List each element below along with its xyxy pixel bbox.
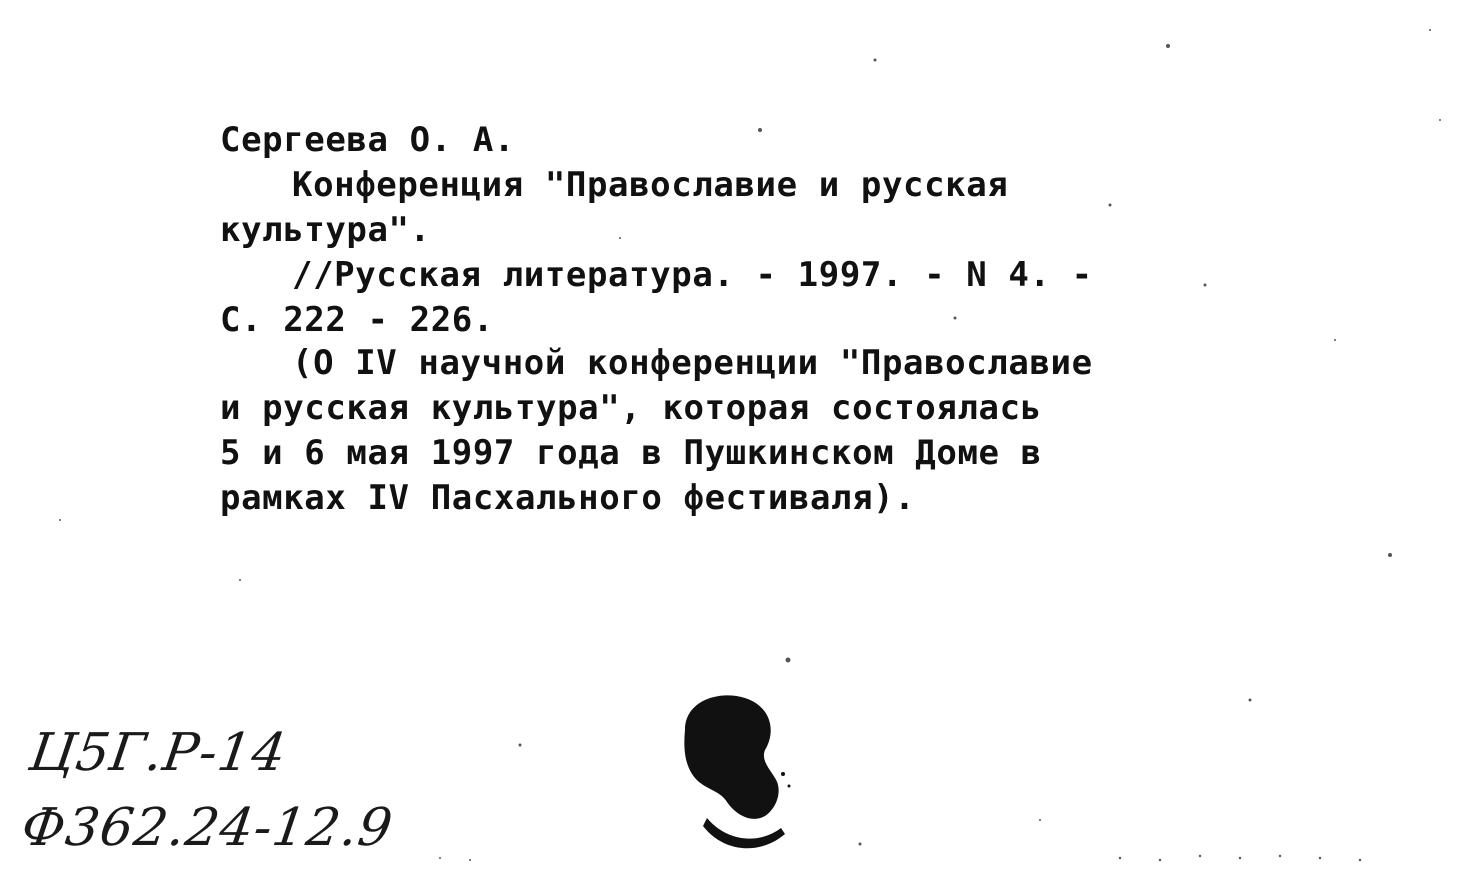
note-line-3: 5 и 6 мая 1997 года в Пушкинском Доме в [220,433,1042,473]
author-name: Сергеева О. А. [220,120,515,160]
title-line-1: Конференция "Православие и русская [292,165,1009,205]
handwritten-shelf-code: Ц5Г.Р-14 [25,723,291,783]
note-line-4: рамках IV Пасхального фестиваля). [220,478,916,518]
source-line-2: С. 222 - 226. [220,300,494,340]
source-line-1: //Русская литература. - 1997. - N 4. - [292,255,1093,295]
note-line-2: и русская культура", которая состоялась [220,388,1042,428]
ink-blot-stamp [665,690,815,860]
title-line-2: культура". [220,210,431,250]
handwritten-classification-code: Ф362.24-12.9 [17,798,397,858]
note-line-1: (О IV научной конференции "Православие [292,343,1093,383]
